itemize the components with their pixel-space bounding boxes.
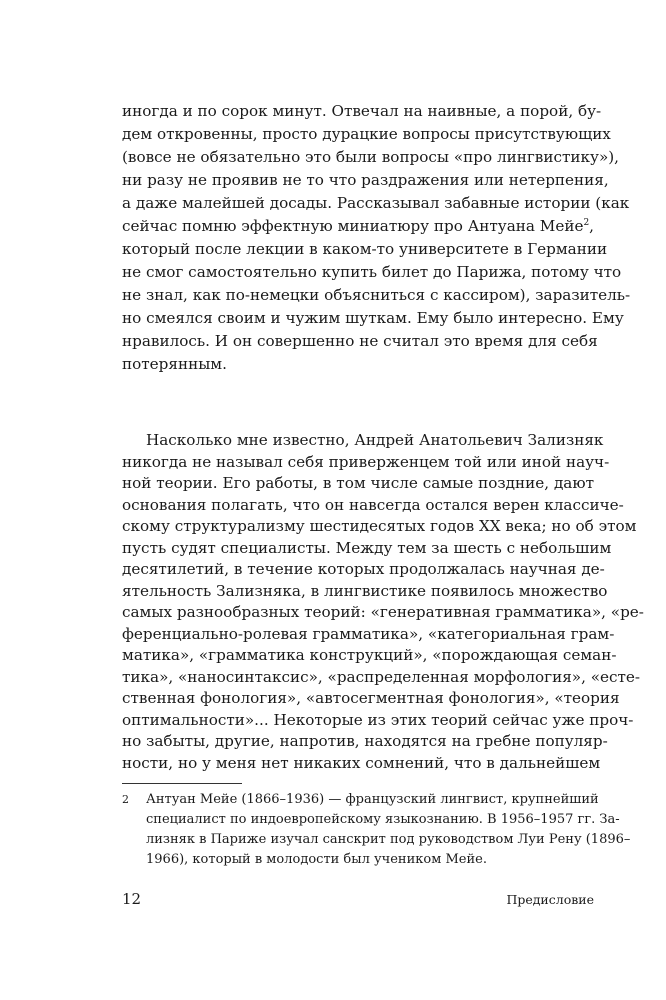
text-line: самых разнообразных теорий: «генеративная грамматика», «ре-: [122, 603, 644, 621]
text-line: но забыты, другие, напротив, находятся на гребне популяр-: [122, 732, 608, 750]
footnote-number: 2: [122, 793, 129, 806]
text-line: ференциально-ролевая грамматика», «категориальная грам-: [122, 624, 615, 643]
text-line: не смог самостоятельно купить билет до Парижа, потому что: [122, 263, 622, 281]
text-line: скому структурализму шестидесятых годов XX века; но об этом: [122, 517, 637, 535]
text-span: сейчас помню эффектную миниатюру про Антуана Мейе: [122, 217, 584, 235]
text-line: ятельность Зализняка, в лингвистике появилось множество: [122, 581, 608, 600]
text-line: никогда не называл себя приверженцем той или иной науч-: [122, 452, 610, 471]
text-line: но смеялся своим и чужим шуткам. Ему было интересно. Ему: [122, 309, 624, 327]
footnote-divider: [122, 783, 242, 784]
text-line: не знал, как по-немецки объясниться с кассиром), заразитель-: [122, 286, 631, 304]
text-line: ни разу не проявив не то что раздражения или нетерпения,: [122, 171, 609, 189]
text-line: Насколько мне известно, Андрей Анатольевич Зализняк: [146, 431, 604, 449]
footnote-line: специалист по индоевропейскому языкознанию. В 1956–1957 гг. За-: [146, 812, 620, 827]
text-line: дем откровенны, просто дурацкие вопросы присутствующих: [122, 125, 611, 143]
text-line: десятилетий, в течение которых продолжалась научная де-: [122, 560, 605, 578]
text-line: ственная фонология», «автосегментная фонология», «теория: [122, 689, 620, 707]
text-line: тика», «наносинтаксис», «распределенная морфология», «есте-: [122, 667, 641, 686]
page-number: 12: [122, 890, 142, 908]
text-line: а даже малейшей досады. Рассказывал забавные истории (как: [122, 194, 630, 212]
text-line: ности, но у меня нет никаких сомнений, что в дальнейшем: [122, 753, 601, 772]
text-line: иногда и по сорок минут. Отвечал на наивные, а порой, бу-: [122, 102, 602, 120]
running-head: Предисловие: [506, 892, 594, 907]
footnote-line: Антуан Мейе (1866–1936) — французский лингвист, крупнейший: [146, 792, 599, 807]
text-line: ной теории. Его работы, в том числе самые поздние, дают: [122, 474, 594, 492]
text-line: оптимальности»... Некоторые из этих теорий сейчас уже проч-: [122, 710, 634, 729]
footnote-line: 1966), который в молодости был учеником Мейе.: [146, 852, 487, 867]
text-line: нравилось. И он совершенно не считал это время для себя: [122, 332, 598, 350]
text-line: пусть судят специалисты. Между тем за шесть с небольшим: [122, 538, 612, 557]
text-line: (вовсе не обязательно это были вопросы «про лингвистику»),: [122, 148, 619, 166]
text-line: сейчас помню эффектную миниатюру про Антуана Мейе$^2$,: [122, 217, 594, 235]
text-line: который после лекции в каком-то университете в Германии: [122, 240, 608, 258]
footnote-line: лизняк в Париже изучал санскрит под руководством Луи Рену (1896–: [146, 832, 631, 847]
footnote-reference: 2: [583, 218, 590, 228]
text-line: основания полагать, что он навсегда остался верен классиче-: [122, 495, 624, 514]
text-line: матика», «грамматика конструкций», «порождающая семан-: [122, 646, 617, 664]
text-line: потерянным.: [122, 355, 227, 373]
